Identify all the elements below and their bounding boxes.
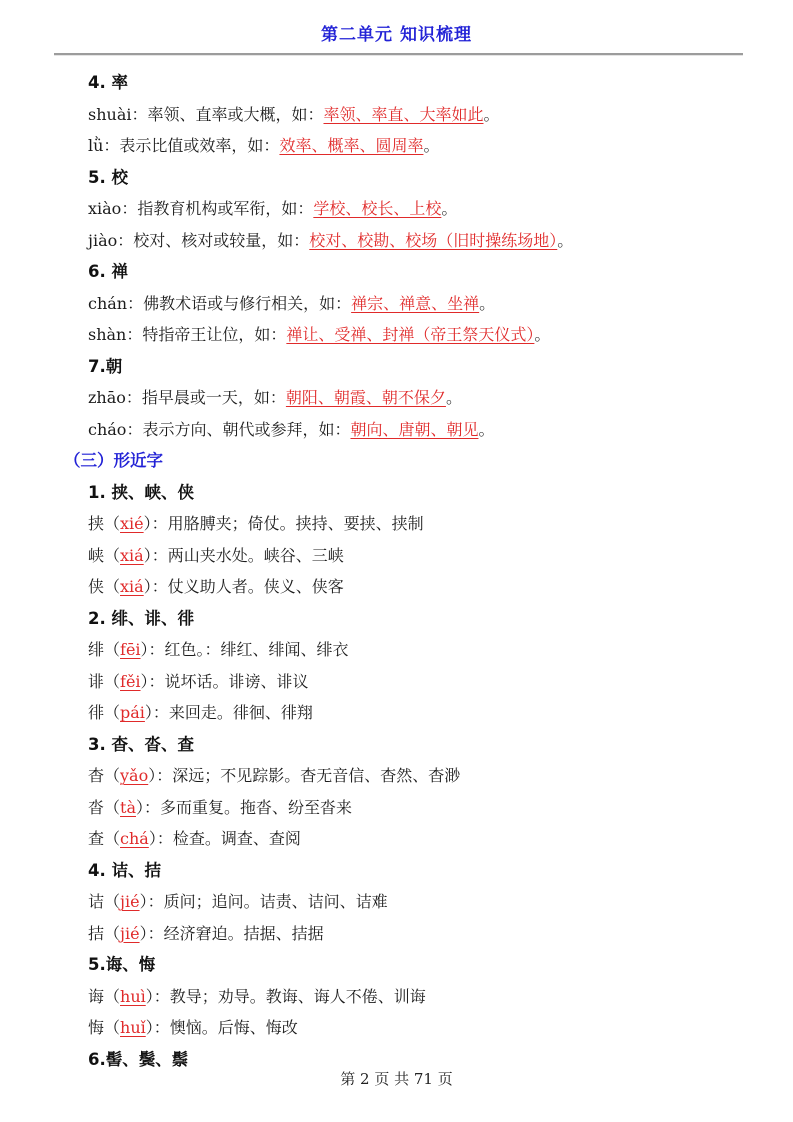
- item-heading: 1. 挟、峡、侠: [88, 482, 194, 502]
- definition-line: [88, 981, 763, 1013]
- definition-line: [88, 1012, 763, 1044]
- example-text-red: 朝阳、朝霞、朝不保夕: [285, 388, 446, 407]
- definition-text: xiào：指教育机构或军衔，如：: [88, 199, 314, 218]
- definition-text: 侠（: [88, 577, 121, 596]
- definition-text: 诲（: [88, 986, 121, 1006]
- example-text-red: 朝向、唐朝、朝见: [350, 419, 479, 439]
- definition-text: ）：懊恼。后悔、悔改: [145, 1018, 298, 1037]
- item-heading: 7.朝: [88, 356, 123, 376]
- definition-text: 。: [478, 419, 495, 439]
- example-text-red: 禅让、受禅、封禅（帝王祭天仪式）: [286, 325, 535, 344]
- example-text-red: huǐ: [120, 1018, 146, 1037]
- definition-text: ）：用胳膊夹；倚仗。挟持、要挟、挟制: [143, 514, 424, 533]
- definition-line: [88, 130, 763, 162]
- page-footer: [0, 1068, 793, 1089]
- definition-text: 。: [557, 230, 574, 250]
- definition-text: ）：红色。：绯红、绯闻、绯衣: [140, 640, 349, 659]
- definition-line: [88, 634, 763, 666]
- definition-text: 挟（: [88, 514, 121, 533]
- definition-text: jiào：校对、核对或较量，如：: [88, 230, 310, 250]
- definition-line: [88, 792, 763, 824]
- definition-text: lǜ：表示比值或效率，如：: [88, 136, 280, 155]
- item-heading: 5.诲、悔: [88, 955, 156, 974]
- definition-text: ）：说坏话。诽谤、诽议: [140, 671, 309, 691]
- page-header: [0, 0, 793, 45]
- definition-line: [88, 540, 763, 572]
- definition-line: [88, 319, 763, 351]
- definition-text: 拮（: [88, 923, 121, 943]
- definition-text: ）：教导；劝导。教诲、诲人不倦、训诲: [145, 986, 426, 1006]
- definition-line: [88, 508, 763, 540]
- definition-text: 。: [483, 104, 500, 124]
- definition-line: [88, 697, 763, 729]
- example-text-red: xiá: [120, 577, 144, 596]
- example-text-red: pái: [120, 703, 145, 722]
- example-text-red: 率领、率直、大率如此: [323, 104, 484, 124]
- example-text-red: fěi: [120, 671, 141, 691]
- definition-line: [88, 99, 763, 131]
- definition-text: ）：多而重复。拖沓、纷至沓来: [135, 797, 352, 817]
- definition-text: 徘（: [88, 703, 121, 722]
- definition-text: ）：两山夹水处。峡谷、三峡: [143, 545, 344, 565]
- example-text-red: jié: [120, 892, 140, 911]
- content-area: [0, 56, 793, 1075]
- example-text-red: yǎo: [120, 766, 149, 785]
- definition-line: [88, 382, 763, 414]
- example-text-red: fēi: [120, 640, 141, 659]
- item-heading: 6.髻、鬓、鬃: [88, 1049, 189, 1069]
- definition-line: [88, 288, 763, 320]
- section-heading: （三）形近字: [64, 451, 163, 470]
- example-text-red: 效率、概率、圆周率: [279, 136, 424, 155]
- example-text-red: 校对、校勘、校场（旧时操练场地）: [309, 230, 558, 250]
- definition-text: 峡（: [88, 545, 121, 565]
- example-text-red: xiá: [120, 545, 144, 565]
- definition-text: 。: [479, 293, 496, 313]
- definition-text: 。: [445, 388, 462, 407]
- item-heading: 4. 率: [88, 73, 128, 92]
- page-number-label: 第 2 页 共 71 页: [340, 1070, 453, 1088]
- definition-text: 。: [534, 325, 551, 344]
- example-text-red: jié: [120, 923, 140, 943]
- definition-line: [88, 666, 763, 698]
- item-heading: 2. 绯、诽、徘: [88, 608, 194, 628]
- example-text-red: 禅宗、禅意、坐禅: [351, 293, 480, 313]
- definition-line: [88, 571, 763, 603]
- definition-line: [88, 918, 763, 950]
- definition-text: chán：佛教术语或与修行相关，如：: [88, 293, 352, 313]
- example-text-red: 学校、校长、上校: [313, 199, 442, 218]
- definition-text: zhāo：指早晨或一天，如：: [88, 388, 286, 407]
- example-text-red: tà: [120, 797, 136, 817]
- definition-text: ）：来回走。徘徊、徘翔: [144, 703, 313, 722]
- definition-text: ）：检查。调查、查阅: [148, 829, 301, 848]
- definition-text: ）：经济窘迫。拮据、拮据: [139, 923, 324, 943]
- definition-text: 诘（: [88, 892, 121, 911]
- item-heading: 4. 诘、拮: [88, 860, 161, 880]
- definition-text: shàn：特指帝王让位，如：: [88, 325, 287, 344]
- definition-text: ）：质问；追问。诘责、诘问、诘难: [139, 892, 388, 911]
- definition-line: [88, 886, 763, 918]
- definition-text: ）：深远；不见踪影。杳无音信、杳然、杳渺: [148, 766, 461, 785]
- definition-line: [88, 414, 763, 446]
- definition-line: [88, 225, 763, 257]
- example-text-red: huì: [120, 986, 146, 1006]
- definition-line: [88, 760, 763, 792]
- definition-text: 查（: [88, 829, 121, 848]
- definition-text: 悔（: [88, 1018, 121, 1037]
- definition-text: 。: [441, 199, 458, 218]
- definition-text: 杳（: [88, 766, 121, 785]
- definition-text: 沓（: [88, 797, 121, 817]
- item-heading: 6. 禅: [88, 262, 128, 281]
- page-title: 第二单元 知识梳理: [321, 25, 472, 45]
- definition-text: 。: [423, 136, 440, 155]
- item-heading: 5. 校: [88, 167, 128, 187]
- definition-text: 诽（: [88, 671, 121, 691]
- definition-line: [88, 823, 763, 855]
- definition-text: ）：仗义助人者。侠义、侠客: [143, 577, 344, 596]
- example-text-red: xié: [120, 514, 144, 533]
- definition-line: [88, 193, 763, 225]
- definition-text: cháo：表示方向、朝代或参拜，如：: [88, 419, 351, 439]
- definition-text: 绯（: [88, 640, 121, 659]
- definition-text: shuài：率领、直率或大概，如：: [88, 104, 324, 124]
- item-heading: 3. 杳、沓、查: [88, 734, 194, 754]
- example-text-red: chá: [120, 829, 149, 848]
